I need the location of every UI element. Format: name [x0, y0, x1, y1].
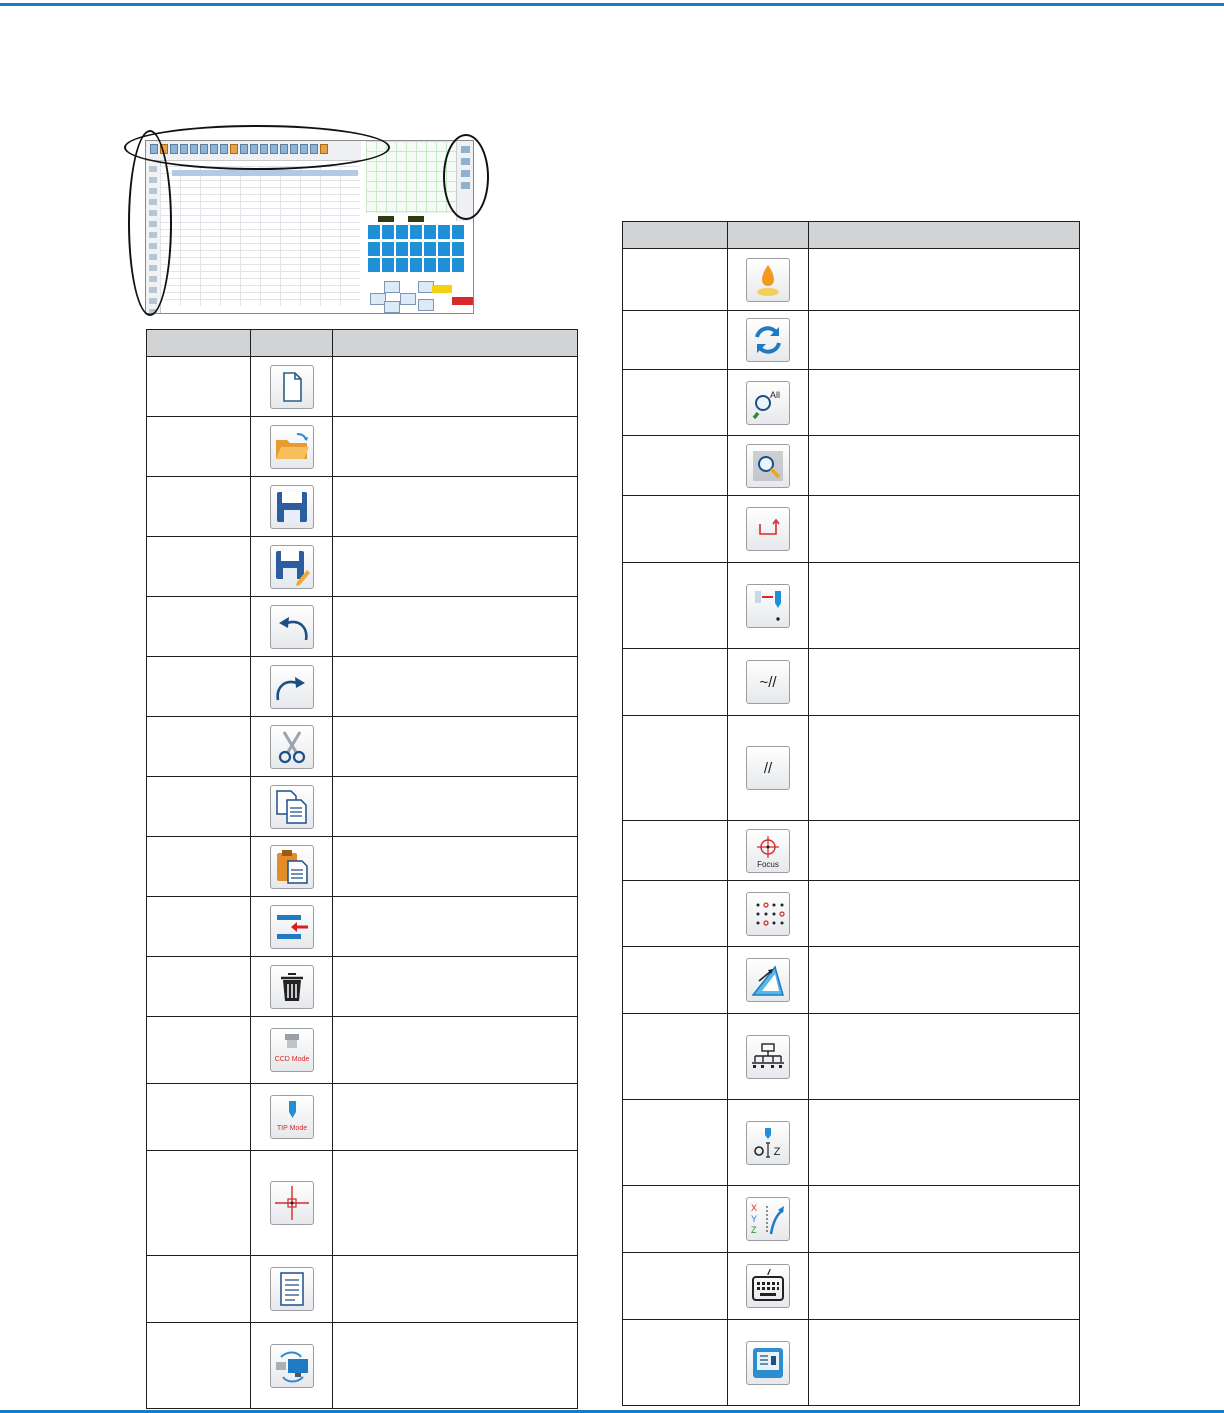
thumb-coordinates: [368, 216, 468, 224]
row-description: [809, 821, 1080, 881]
header-name: [147, 330, 251, 357]
document-icon: [270, 1267, 314, 1311]
table-row: [623, 563, 1080, 649]
table-row: [147, 657, 578, 717]
row-description: [809, 649, 1080, 716]
row-name: [147, 357, 251, 417]
row-description: [333, 1151, 578, 1256]
table-row: [623, 311, 1080, 370]
tip-mode-icon: [270, 1095, 314, 1139]
table-row: [147, 1084, 578, 1151]
save-as-icon: [270, 545, 314, 589]
tilde-parallel-icon: [746, 660, 790, 704]
row-description: [333, 537, 578, 597]
xyz-axis-icon: [746, 1197, 790, 1241]
table-row: [147, 897, 578, 957]
zoom-all-icon: [746, 381, 790, 425]
row-name: [147, 417, 251, 477]
focus-label: Focus: [757, 859, 779, 869]
thumb-program-grid: [160, 166, 360, 306]
row-name: [623, 1320, 728, 1406]
hierarchy-icon: [746, 1035, 790, 1079]
save-icon: [270, 485, 314, 529]
row-description: [809, 947, 1080, 1014]
row-description: [333, 417, 578, 477]
row-name: [623, 1014, 728, 1100]
ccd-mode-icon: [270, 1028, 314, 1072]
table-row: [623, 1253, 1080, 1320]
row-name: [623, 249, 728, 311]
row-name: [147, 1084, 251, 1151]
row-description: [809, 716, 1080, 821]
row-name: [623, 311, 728, 370]
header-description: [809, 222, 1080, 249]
zoom-tool-icon: [746, 444, 790, 488]
row-name: [623, 496, 728, 563]
row-name: [147, 537, 251, 597]
open-folder-icon: [270, 425, 314, 469]
row-description: [333, 837, 578, 897]
undo-icon: [270, 605, 314, 649]
thumb-command-pad: [368, 225, 470, 273]
table-row: [147, 1256, 578, 1323]
row-description: [809, 370, 1080, 436]
table-row: [147, 477, 578, 537]
row-description: [809, 881, 1080, 947]
table-row: [623, 947, 1080, 1014]
light-icon: [746, 258, 790, 302]
z-height-icon: [746, 1121, 790, 1165]
insert-icon: [270, 905, 314, 949]
new-file-icon: [270, 365, 314, 409]
row-description: [809, 563, 1080, 649]
row-description: [333, 1256, 578, 1323]
table-row: [147, 1151, 578, 1256]
row-name: [147, 1323, 251, 1409]
table-row: [623, 821, 1080, 881]
row-description: [333, 657, 578, 717]
row-name: [623, 1186, 728, 1253]
table-row: [623, 1014, 1080, 1100]
table-row: [623, 881, 1080, 947]
paste-icon: [270, 845, 314, 889]
row-description: [333, 897, 578, 957]
table-row: [147, 717, 578, 777]
row-description: [333, 1017, 578, 1084]
table-row: [623, 496, 1080, 563]
ccd-mode-label: CCD Mode: [274, 1056, 309, 1063]
row-name: [623, 563, 728, 649]
row-name: [147, 597, 251, 657]
table-row: [623, 1100, 1080, 1186]
table-row: [147, 537, 578, 597]
row-description: [333, 357, 578, 417]
tip-offset-icon: [746, 584, 790, 628]
right-tools-highlight-ellipse: [443, 134, 489, 220]
zoom-all-label: All: [769, 389, 781, 400]
cut-icon: [270, 725, 314, 769]
parallel-label: //: [763, 760, 773, 777]
delete-icon: [270, 965, 314, 1009]
row-description: [333, 477, 578, 537]
row-description: [333, 1323, 578, 1409]
parallel-icon: [746, 746, 790, 790]
return-origin-icon: [746, 507, 790, 551]
table-header-row: [623, 222, 1080, 249]
table-row: [623, 436, 1080, 496]
row-name: [147, 657, 251, 717]
top-rule: [0, 3, 1224, 6]
row-description: [809, 496, 1080, 563]
table-row: [623, 1186, 1080, 1253]
redo-icon: [270, 665, 314, 709]
table-row: [147, 837, 578, 897]
row-description: [333, 1084, 578, 1151]
dot-array-icon: [746, 892, 790, 936]
row-name: [623, 716, 728, 821]
header-name: [623, 222, 728, 249]
row-description: [809, 311, 1080, 370]
table-row: [147, 417, 578, 477]
row-name: [147, 957, 251, 1017]
table-row: [623, 370, 1080, 436]
table-row: [147, 957, 578, 1017]
monitor-panel-icon: [746, 1341, 790, 1385]
right-icon-table: [622, 221, 1080, 1406]
tip-mode-label: TIP Mode: [276, 1125, 307, 1132]
row-description: [809, 1100, 1080, 1186]
row-description: [809, 1186, 1080, 1253]
row-name: [147, 897, 251, 957]
camera-sync-icon: [270, 1344, 314, 1388]
triangle-ruler-icon: [746, 958, 790, 1002]
row-name: [147, 777, 251, 837]
keyboard-icon: [746, 1264, 790, 1308]
table-row: [623, 1320, 1080, 1406]
table-row: [147, 777, 578, 837]
row-name: [147, 477, 251, 537]
z-height-label: Z: [773, 1145, 781, 1158]
row-description: [333, 777, 578, 837]
row-description: [809, 1253, 1080, 1320]
row-name: [623, 821, 728, 881]
table-row: [147, 1017, 578, 1084]
row-name: [147, 1151, 251, 1256]
row-description: [809, 436, 1080, 496]
row-description: [333, 957, 578, 1017]
x-axis-label: X: [751, 1203, 758, 1213]
row-description: [809, 1014, 1080, 1100]
thumb-jog-panel: [368, 277, 472, 313]
table-row: [147, 1323, 578, 1409]
row-name: [623, 947, 728, 1014]
focus-icon: [746, 829, 790, 873]
row-name: [623, 649, 728, 716]
row-description: [809, 1320, 1080, 1406]
sidebar-highlight-ellipse: [128, 130, 172, 316]
header-description: [333, 330, 578, 357]
row-name: [623, 436, 728, 496]
row-description: [809, 249, 1080, 311]
row-name: [147, 1256, 251, 1323]
z-axis-label: Z: [751, 1225, 757, 1235]
left-icon-table: [146, 329, 578, 1409]
row-name: [623, 1100, 728, 1186]
header-icon: [728, 222, 809, 249]
table-row: [623, 649, 1080, 716]
y-axis-label: Y: [751, 1214, 758, 1224]
table-row: [147, 357, 578, 417]
crosshair-icon: [270, 1181, 314, 1225]
table-row: [623, 249, 1080, 311]
table-row: [147, 597, 578, 657]
header-icon: [251, 330, 333, 357]
row-name: [623, 881, 728, 947]
row-name: [623, 370, 728, 436]
row-name: [147, 717, 251, 777]
table-header-row: [147, 330, 578, 357]
row-description: [333, 597, 578, 657]
row-name: [623, 1253, 728, 1320]
refresh-icon: [746, 318, 790, 362]
tilde-parallel-label: ~//: [759, 674, 777, 691]
row-name: [147, 1017, 251, 1084]
copy-icon: [270, 785, 314, 829]
table-row: [623, 716, 1080, 821]
row-name: [147, 837, 251, 897]
row-description: [333, 717, 578, 777]
